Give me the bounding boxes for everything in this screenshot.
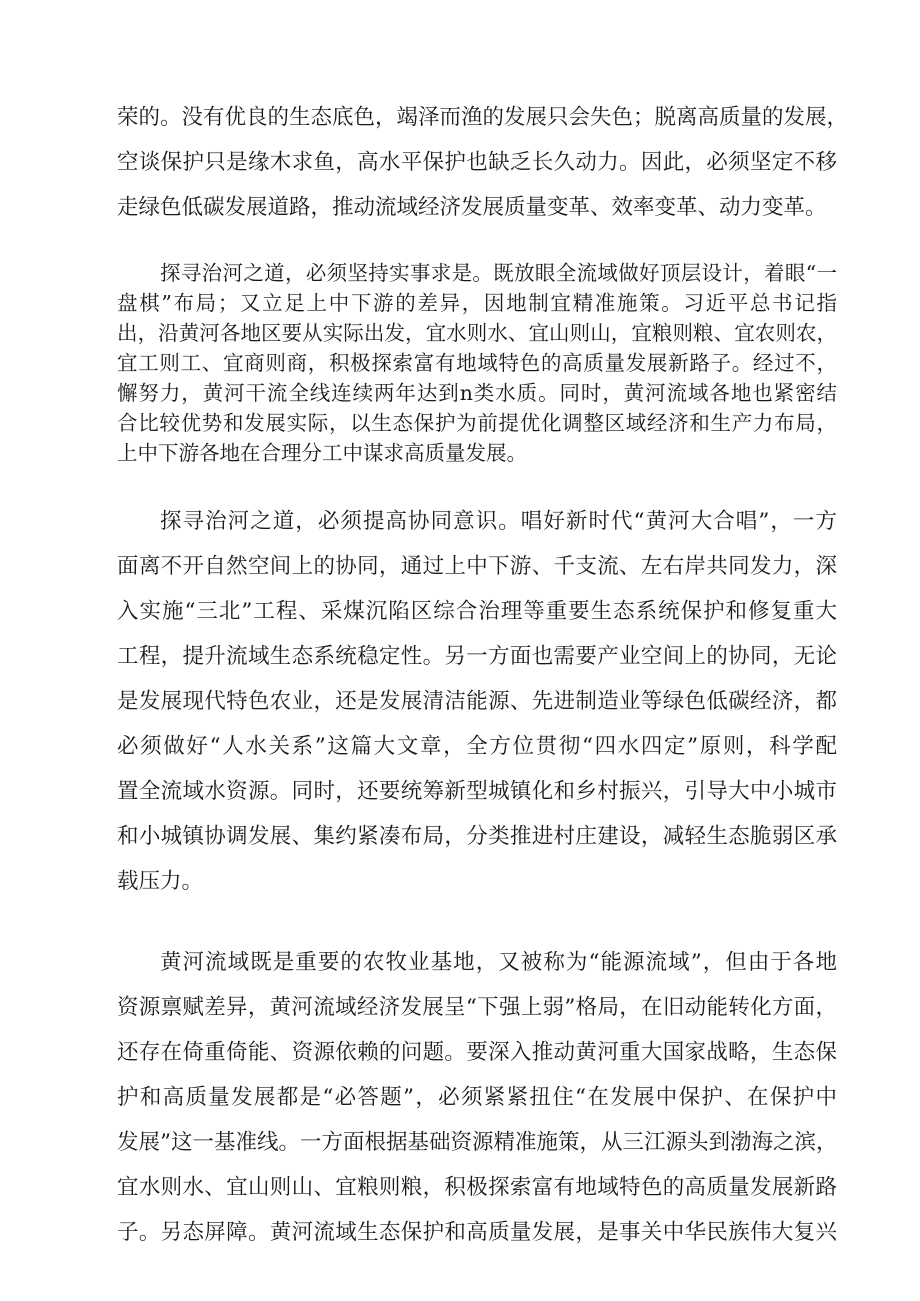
text-line: 宜水则水、宜山则山、宜粮则粮，积极探索富有地域特色的高质量发展新路 xyxy=(117,1175,837,1200)
text-line: 探寻治河之道，必须提高协同意识。唱好新时代“黄河大合唱”，一方 xyxy=(160,509,837,534)
text-line: 载压力。 xyxy=(117,869,204,894)
text-line: 必须做好“人水关系”这篇大文章，全方位贯彻“四水四定”原则，科学配 xyxy=(117,734,837,759)
text-line: 出，沿黄河各地区要从实际出发，宜水则水、宜山则山，宜粮则粮、宜农则农， xyxy=(117,321,837,345)
text-line: 空谈保护只是缘木求鱼，高水平保护也缺乏长久动力。因此，必须坚定不移 xyxy=(117,150,837,175)
text-line: 子。另态屏障。黄河流域生态保护和高质量发展，是事关中华民族伟大复兴 xyxy=(117,1220,837,1245)
text-line: 懈努力，黄河干流全线连续两年达到n类水质。同时，黄河流域各地也紧密结 xyxy=(117,381,837,405)
text-line: 盘棋”布局；又立足上中下游的差异，因地制宜精准施策。习近平总书记指 xyxy=(117,291,837,315)
text-line: 上中下游各地在合理分工中谋求高质量发展。 xyxy=(117,441,527,465)
text-line: 置全流域水资源。同时，还要统筹新型城镇化和乡村振兴，引导大中小城市 xyxy=(117,779,837,804)
text-line: 入实施“三北”工程、采煤沉陷区综合治理等重要生态系统保护和修复重大 xyxy=(117,599,837,624)
text-line: 发展”这一基准线。一方面根据基础资源精准施策，从三江源头到渤海之滨， xyxy=(117,1130,838,1155)
text-line: 护和高质量发展都是“必答题”，必须紧紧扭住“在发展中保护、在保护中 xyxy=(117,1085,837,1110)
text-line: 黄河流域既是重要的农牧业基地，又被称为“能源流域”，但由于各地 xyxy=(160,950,837,975)
text-line: 资源禀赋差异，黄河流域经济发展呈“下强上弱”格局，在旧动能转化方面， xyxy=(117,995,837,1020)
text-line: 走绿色低碳发展道路，推动流域经济发展质量变革、效率变革、动力变革。 xyxy=(117,195,827,220)
text-line: 工程，提升流域生态系统稳定性。另一方面也需要产业空间上的协同，无论 xyxy=(117,644,837,669)
text-line: 面离不开自然空间上的协同，通过上中下游、千支流、左右岸共同发力，深 xyxy=(117,554,837,579)
text-line: 荣的。没有优良的生态底色，竭泽而渔的发展只会失色；脱离高质量的发展， xyxy=(117,105,849,130)
text-line: 是发展现代特色农业，还是发展清洁能源、先进制造业等绿色低碳经济，都 xyxy=(117,689,837,714)
text-line: 探寻治河之道，必须坚持实事求是。既放眼全流域做好顶层设计，着眼“一 xyxy=(160,261,837,285)
text-line: 和小城镇协调发展、集约紧凑布局，分类推进村庄建设，减轻生态脆弱区承 xyxy=(117,824,837,849)
text-line: 还存在倚重倚能、资源依赖的问题。要深入推动黄河重大国家战略，生态保 xyxy=(117,1040,837,1065)
text-line: 合比较优势和发展实际，以生态保护为前提优化调整区域经济和生产力布局， xyxy=(117,411,837,435)
text-line: 宜工则工、宜商则商，积极探索富有地域特色的高质量发展新路子。经过不， xyxy=(117,351,837,375)
